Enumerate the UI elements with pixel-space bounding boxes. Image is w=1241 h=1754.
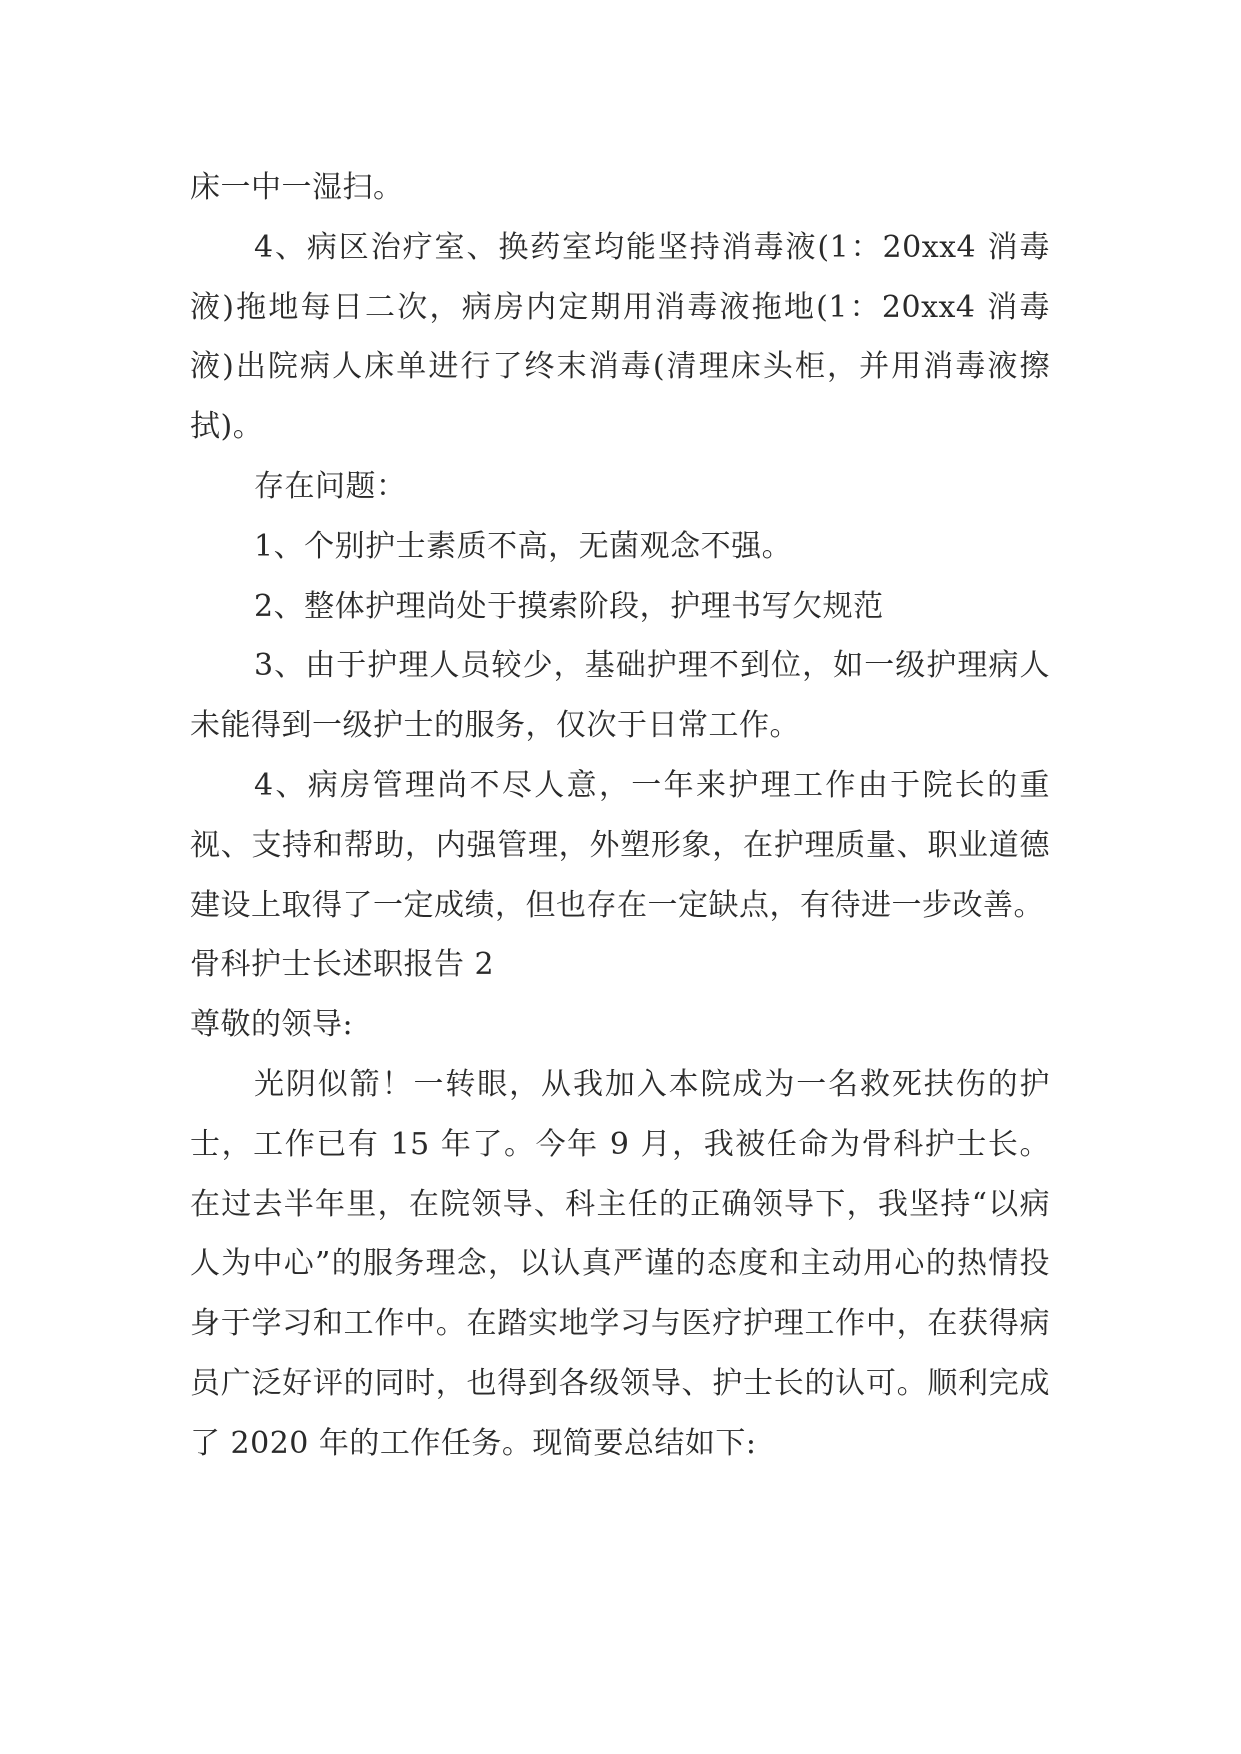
paragraph-problems-heading: 存在问题： <box>254 468 407 504</box>
paragraph-problem-3: 3、由于护理人员较少，基础护理不到位，如一级护理病人未能得到一级护士的服务，仅次于日常工作。 <box>190 648 1050 744</box>
paragraph-problem-2: 2、整体护理尚处于摸索阶段，护理书写欠规范 <box>254 588 884 624</box>
paragraph-disinfection-item-4: 4、病区治疗室、换药室均能坚持消毒液(1：20xx4 消毒液)拖地每日二次，病房内定期用消毒液拖地(1：20xx4 消毒液)出院病人床单进行了终末消毒(清理床头柜，并用消毒液擦拭)。 <box>190 229 1050 445</box>
paragraph-introduction: 光阴似箭！一转眼，从我加入本院成为一名救死扶伤的护士，工作已有 15 年了。今年 9 月，我被任命为骨科护士长。在过去半年里，在院领导、科主任的正确领导下，我坚持“以病人为中心”的服务理念，以认真严谨的态度和主动用心的热情投身于学习和工作中。在踏实地学习与医疗护理工作中，在获得病员广泛好评的同时，也得到各级领导、护士长的认可。顺利完成了 2020 年的工作任务。现简要总结如下: <box>190 1066 1050 1461</box>
paragraph-continuation: 床一中一湿扫。 <box>190 170 404 205</box>
document-body <box>190 158 1050 1474</box>
salutation: 尊敬的领导: <box>190 1007 354 1043</box>
section-title: 骨科护士长述职报告 2 <box>190 947 495 983</box>
paragraph-problem-4: 4、病房管理尚不尽人意，一年来护理工作由于院长的重视、支持和帮助，内强管理，外塑形象，在护理质量、职业道德建设上取得了一定成绩，但也存在一定缺点，有待进一步改善。 <box>190 767 1050 923</box>
paragraph-problem-1: 1、个别护士素质不高，无菌观念不强。 <box>254 528 793 564</box>
